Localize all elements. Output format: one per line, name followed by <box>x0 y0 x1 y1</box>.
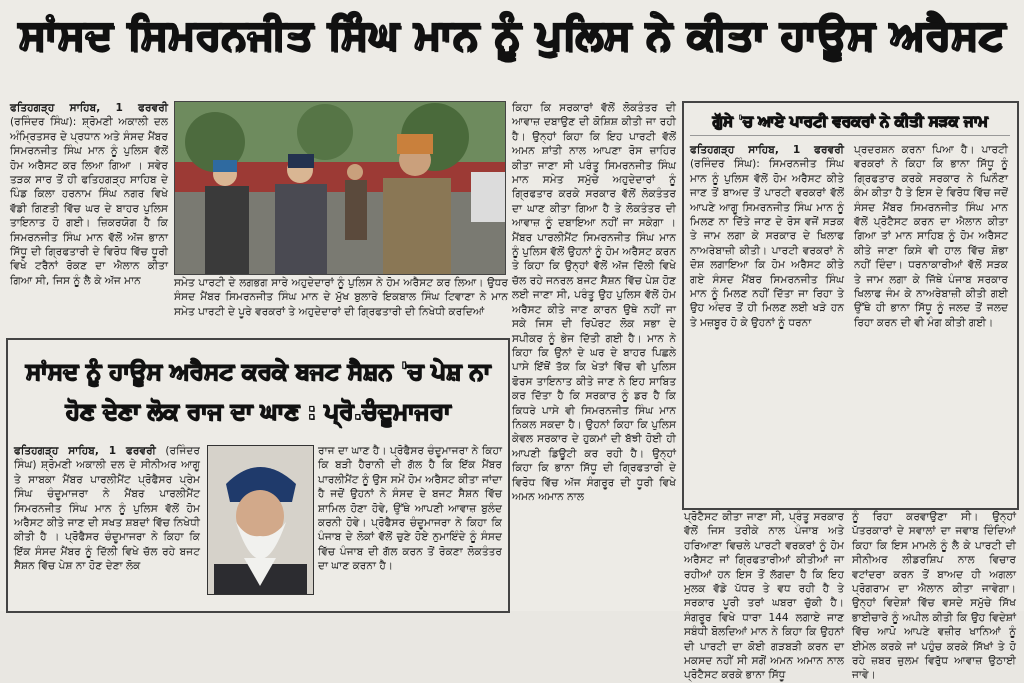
side-reporter: (ਰਜਿੰਦਰ ਸਿੰਘ): <box>690 158 760 171</box>
side-dateline: ਫਤਿਹਗੜ੍ਹ ਸਾਹਿਬ, 1 ਫਰਵਰੀ <box>690 144 844 156</box>
second-text-1: ਸ਼੍ਰੋਮਣੀ ਅਕਾਲੀ ਦਲ ਦੇ ਸੀਨੀਅਰ ਆਗੂ ਤੇ ਸਾਬਕਾ ਮੈਂਬਰ ਪਾਰਲੀਮੈਂਟ ਪ੍ਰੋਫੈਸਰ ਪ੍ਰੇਮ ਸਿੰਘ ਚੰਦੂਮਾਜਰਾ ਨੇ ਮੈਂਬਰ ਪਾਰਲੀਮੈਂਟ ਸਿਮਰਨਜੀਤ ਸਿੰਘ ਮਾਨ ਨੂੰ ਪੁਲਿਸ ਵੱਲੋਂ ਹੋਮ ਅਰੈਸਟ ਕੀਤੇ ਜਾਣ ਦੀ ਸਖਤ ਸ਼ਬਦਾਂ ਵਿੱਚ ਨਿਖੇਧੀ ਕੀਤੀ ਹੈ । ਪ੍ਰੋਫੈਸਰ ਚੰਦੂਮਾਜਰਾ ਨੇ ਕਿਹਾ ਕਿ ਇੱਕ ਸੰਸਦ ਮੈਂਬਰ ਨੂੰ ਦਿੱਲੀ ਵਿਖੇ ਚੱਲ ਰਹੇ ਬਜਟ ਸੈਸ਼ਨ ਵਿੱਚ ਪੇਸ਼ ਨਾ ਹੋਣ ਦੇਣਾ ਲੋਕ <box>14 459 200 573</box>
lead-dateline: ਫਤਿਹਗੜ੍ਹ ਸਾਹਿਬ, 1 ਫਰਵਰੀ <box>10 102 168 114</box>
second-reporter: (ਰਜਿੰਦਰ ਸਿੰਘ) <box>14 445 200 472</box>
portrait-image <box>208 446 313 594</box>
lead-photo-image <box>175 102 505 274</box>
second-story-column-2 <box>318 444 502 606</box>
main-headline: ਸਾਂਸਦ ਸਿਮਰਨਜੀਤ ਸਿੰਘ ਮਾਨ ਨੂੰ ਪੁਲਿਸ ਨੇ ਕੀਤਾ ਹਾਊਸ ਅਰੈਸਟ <box>18 12 1006 58</box>
side-story-box <box>682 101 1019 510</box>
side-text-1: ਸਿਮਰਨਜੀਤ ਸਿੰਘ ਮਾਨ ਨੂੰ ਪੁਲਿਸ ਵੱਲੋਂ ਹੋਮ ਅਰੈਸਟ ਕੀਤੇ ਜਾਣ ਤੋਂ ਬਾਅਦ ਤੋਂ ਪਾਰਟੀ ਵਰਕਰਾਂ ਵੱਲੋਂ ਆਪਣੇ ਆਗੂ ਸਿਮਰਨਜੀਤ ਸਿੰਘ ਮਾਨ ਨੂੰ ਮਿਲਣ ਨਾ ਦਿੱਤੇ ਜਾਣ ਦੇ ਰੋਸ ਵਜੋਂ ਸੜਕ ਤੇ ਜਾਮ ਲਗਾ ਕੇ ਸਰਕਾਰ ਦੇ ਖਿਲਾਫ ਨਾਅਰੇਬਾਜ਼ੀ ਕੀਤੀ। ਪਾਰਟੀ ਵਰਕਰਾਂ ਨੇ ਦੋਸ਼ ਲਗਾਇਆ ਕਿ ਹੋਮ ਅਰੈਸਟ ਕੀਤੇ ਗਏ ਸੰਸਦ ਮੈਂਬਰ ਸਿਮਰਨਜੀਤ ਸਿੰਘ ਮਾਨ ਨੂੰ ਮਿਲਣ ਨਹੀਂ ਦਿੱਤਾ ਜਾ ਰਿਹਾ ਤੇ ਉਹ ਅੰਦਰ ਤੋਂ ਹੀ ਮਿਲਣ ਲਈ ਖੜੇ ਹਨ ਤੇ ਮਜ਼ਬੂਰ ਹੋ ਕੇ ਉਹਨਾਂ ਨੂੰ ਧਰਨਾ <box>690 158 844 329</box>
side-story-column-1 <box>690 143 844 503</box>
side-story-headline: ਗੁੱਸੇ 'ਚ ਆਏ ਪਾਰਟੀ ਵਰਕਰਾਂ ਨੇ ਕੀਤੀ ਸੜਕ ਜਾਮ <box>690 109 1010 136</box>
lead-text-2: ਕਿਹਾ ਕਿ ਸਰਕਾਰਾਂ ਵੱਲੋਂ ਲੋਕਤੰਤਰ ਦੀ ਆਵਾਜ਼ ਦਬਾਉਣ ਦੀ ਕੋਸ਼ਿਸ਼ ਕੀਤੀ ਜਾ ਰਹੀ ਹੈ। ਉਨ੍ਹਾਂ ਕਿਹਾ ਕਿ ਇਹ ਪਾਰਟੀ ਵੱਲੋਂ ਅਮਨ ਸ਼ਾਂਤੀ ਨਾਲ ਆਪਣਾ ਰੋਸ ਜ਼ਾਹਿਰ ਕੀਤਾ ਜਾਣਾ ਸੀ ਪਰੰਤੂ ਸਿਮਰਨਜੀਤ ਸਿੰਘ ਮਾਨ ਸਮੇਤ ਸਮੁੱਚੇ ਅਹੁਦੇਦਾਰਾਂ ਨੂੰ ਗ੍ਰਿਫਤਾਰ ਕਰਕੇ ਸਰਕਾਰ ਵੱਲੋਂ ਲੋਕਤੰਤਰ ਦਾ ਘਾਣ ਕੀਤਾ ਗਿਆ ਹੈ ਤੇ ਲੋਕਤੰਤਰ ਦੀ ਆਵਾਜ਼ ਨੂੰ ਦਬਾਇਆ ਨਹੀਂ ਜਾ ਸਕੇਗਾ । ਮੈਂਬਰ ਪਾਰਲੀਮੈਂਟ ਸਿਮਰਨਜੀਤ ਸਿੰਘ ਮਾਨ ਨੂੰ ਪੁਲਿਸ ਵੱਲੋਂ ਉਹਨਾਂ ਨੂੰ ਹੋਮ ਅਰੈਸਟ ਕਰਨ ਤੇ ਕਿਹਾ ਕਿ ਉਨ੍ਹਾਂ ਵੱਲੋਂ ਅੱਜ ਦਿੱਲੀ ਵਿਖੇ ਚੱਲ ਰਹੇ ਜਨਰਲ ਬਜਟ ਸੈਸ਼ਨ ਵਿੱਚ ਪੇਸ਼ ਹੋਣ ਲਈ ਜਾਣਾ ਸੀ, ਪਰੰਤੂ ਉਹ ਪੁਲਿਸ ਵੱਲੋਂ ਹੋਮ ਅਰੈਸਟ ਕੀਤੇ ਜਾਣ ਕਾਰਨ ਉਥੇ ਨਹੀਂ ਜਾ ਸਕੇ ਜਿਸ ਦੀ ਰਿਪੋਰਟ ਲੋਕ ਸਭਾ ਦੇ ਸਪੀਕਰ ਨੂੰ ਭੇਜ ਦਿੱਤੀ ਗਈ ਹੈ। ਮਾਨ ਨੇ ਕਿਹਾ ਕਿ ਉਨਾਂ ਦੇ ਘਰ ਦੇ ਬਾਹਰ ਪਿਛਲੇ ਪਾਸੇ ਇੱਥੋਂ ਤੱਕ ਕਿ ਖੇਤਾਂ ਵਿੱਚ ਵੀ ਪੁਲਿਸ ਫੋਰਸ ਤਾਇਨਾਤ ਕੀਤੇ ਜਾਣ ਨੇ ਇਹ ਸਾਬਿਤ ਕਰ ਦਿੱਤਾ ਹੈ ਕਿ ਸਰਕਾਰ ਨੂੰ ਡਰ ਹੈ ਕਿ ਕਿਧਰੇ ਪਾਸੇ ਵੀ ਸਿਮਰਨਜੀਤ ਸਿੰਘ ਮਾਨ ਨਿਕਲ ਸਕਦਾ ਹੈ। ਉਹਨਾਂ ਕਿਹਾ ਕਿ ਪੁਲਿਸ ਕੇਵਲ ਸਰਕਾਰ ਦੇ ਹੁਕਮਾਂ ਦੀ ਬੱਝੀ ਹੋਈ ਹੀ ਆਪਣੀ ਡਿਊਟੀ ਕਰ ਰਹੀ ਹੈ। ਉਨ੍ਹਾਂ ਕਿਹਾ ਕਿ ਭਾਨਾ ਸਿੱਧੂ ਦੀ ਗ੍ਰਿਫਤਾਰੀ ਦੇ ਵਿਰੋਧ ਵਿੱਚ ਅੱਜ ਸੰਗਰੂਰ ਦੀ ਧੂਰੀ ਵਿਖੇ ਅਮਨ ਅਮਾਨ ਨਾਲ <box>512 102 676 503</box>
chandumajra-portrait <box>207 445 314 595</box>
lead-text-4: ਨੂੰ ਰਿਹਾ ਕਰਵਾਉਣਾ ਸੀ। ਉਨ੍ਹਾਂ ਪੱਤਰਕਾਰਾਂ ਦੇ ਸਵਾਲਾਂ ਦਾ ਜਵਾਬ ਦਿੰਦਿਆਂ ਕਿਹਾ ਕਿ ਇਸ ਮਾਮਲੇ ਨੂੰ ਲੈ ਕੇ ਪਾਰਟੀ ਦੀ ਸੀਨੀਅਰ ਲੀਡਰਸ਼ਿਪ ਨਾਲ ਵਿਚਾਰ ਵਟਾਂਦਰਾ ਕਰਨ ਤੋਂ ਬਾਅਦ ਹੀ ਅਗਲਾ ਪ੍ਰੋਗਰਾਮ ਦਾ ਐਲਾਨ ਕੀਤਾ ਜਾਵੇਗਾ। ਉਨ੍ਹਾਂ ਵਿਦੇਸ਼ਾਂ ਵਿੱਚ ਵਸਦੇ ਸਮੁੱਚੇ ਸਿੱਖ ਭਾਈਚਾਰੇ ਨੂੰ ਅਪੀਲ ਕੀਤੀ ਕਿ ਉਹ ਵਿਦੇਸ਼ਾਂ ਵਿੱਚ ਆਪੋ ਆਪਣੇ ਵਜ਼ੀਰ ਖਾਨਿਆਂ ਨੂੰ ਈਮੇਲ ਕਰਕੇ ਜਾਂ ਪਹੁੰਚ ਕਰਕੇ ਸਿੱਖਾਂ ਤੇ ਹੋ ਰਹੇ ਜ਼ਬਰ ਜ਼ੁਲਮ ਵਿਰੁੱਧ ਆਵਾਜ਼ ਉਠਾਈ ਜਾਵੇ। <box>852 511 1016 682</box>
lead-story-column-3 <box>684 510 844 682</box>
lead-text-3: ਪ੍ਰੋਟੈਸਟ ਕੀਤਾ ਜਾਣਾ ਸੀ, ਪ੍ਰੰਤੂ ਸਰਕਾਰ ਵੱਲੋਂ ਜਿਸ ਤਰੀਕੇ ਨਾਲ ਪੰਜਾਬ ਅਤੇ ਹਰਿਆਣਾ ਵਿਚਲੇ ਪਾਰਟੀ ਵਰਕਰਾਂ ਨੂੰ ਹੋਮ ਅਰੈਸਟ ਜਾਂ ਗ੍ਰਿਫਤਾਰੀਆਂ ਕੀਤੀਆਂ ਜਾ ਰਹੀਆਂ ਹਨ ਇਸ ਤੋਂ ਲੱਗਦਾ ਹੈ ਕਿ ਇਹ ਮੁਲਕ ਵੱਡੇ ਪੱਧਰ ਤੇ ਵਧ ਰਹੀ ਹੈ ਤੇ ਸਰਕਾਰ ਪੂਰੀ ਤਰਾਂ ਘਬਰਾ ਚੁੱਕੀ ਹੈ। ਸੰਗਰੂਰ ਵਿਖੇ ਧਾਰਾ 144 ਲਗਾਏ ਜਾਣ ਸਬੰਧੀ ਬੋਲਦਿਆਂ ਮਾਨ ਨੇ ਕਿਹਾ ਕਿ ਉਹਨਾਂ ਦੀ ਪਾਰਟੀ ਦਾ ਕੋਈ ਗੜਬੜੀ ਕਰਨ ਦਾ ਮਕਸਦ ਨਹੀਂ ਸੀ ਸਗੋਂ ਅਮਨ ਅਮਾਨ ਨਾਲ ਪ੍ਰੋਟੈਸਟ ਕਰਕੇ ਭਾਨਾ ਸਿੱਧੂ <box>684 511 844 682</box>
side-text-2: ਪ੍ਰਦਰਸ਼ਨ ਕਰਨਾ ਪਿਆ ਹੈ। ਪਾਰਟੀ ਵਰਕਰਾਂ ਨੇ ਕਿਹਾ ਕਿ ਭਾਨਾ ਸਿੱਧੂ ਨੂੰ ਗ੍ਰਿਫਤਾਰ ਕਰਕੇ ਸਰਕਾਰ ਨੇ ਘਿਨੌਣਾ ਕੰਮ ਕੀਤਾ ਹੈ ਤੇ ਇਸ ਦੇ ਵਿਰੋਧ ਵਿੱਚ ਜਦੋਂ ਸੰਸਦ ਮੈਂਬਰ ਸਿਮਰਨਜੀਤ ਸਿੰਘ ਮਾਨ ਵੱਲੋਂ ਪ੍ਰੋਟੈਸਟ ਕਰਨ ਦਾ ਐਲਾਨ ਕੀਤਾ ਗਿਆ ਤਾਂ ਮਾਨ ਸਾਹਿਬ ਨੂੰ ਹੋਮ ਅਰੈਸਟ ਕੀਤੇ ਜਾਣਾ ਕਿਸੇ ਵੀ ਹਾਲ ਵਿੱਚ ਸ਼ੋਭਾ ਨਹੀਂ ਦਿੰਦਾ। ਧਰਨਾਕਾਰੀਆਂ ਵੱਲੋਂ ਸੜਕ ਤੇ ਜਾਮ ਲਗਾ ਕੇ ਜਿੱਥੇ ਪੰਜਾਬ ਸਰਕਾਰ ਖਿਲਾਫ ਜੰਮ ਕੇ ਨਾਅਰੇਬਾਜ਼ੀ ਕੀਤੀ ਗਈ ਉੱਥੇ ਹੀ ਭਾਨਾ ਸਿੱਧੂ ਨੂੰ ਜਲਦ ਤੋਂ ਜਲਦ ਰਿਹਾ ਕਰਨ ਦੀ ਵੀ ਮੰਗ ਕੀਤੀ ਗਈ। <box>854 144 1008 329</box>
second-dateline: ਫਤਿਹਗੜ੍ਹ ਸਾਹਿਬ, 1 ਫਰਵਰੀ <box>14 445 156 457</box>
lead-photo-caption: ਸਮੇਤ ਪਾਰਟੀ ਦੇ ਲਗਭਗ ਸਾਰੇ ਅਹੁਦੇਦਾਰਾਂ ਨੂੰ ਪੁਲਿਸ ਨੇ ਹੋਮ ਅਰੈਸਟ ਕਰ ਲਿਆ। ਉਧਰ ਸੰਸਦ ਮੈਂਬਰ ਸਿਮਰਨਜੀਤ ਸਿੰਘ ਮਾਨ ਦੇ ਮੁੱਖ ਬੁਲਾਰੇ ਇਕਬਾਲ ਸਿੰਘ ਟਿਵਾਣਾ ਨੇ ਮਾਨ ਸਮੇਤ ਪਾਰਟੀ ਦੇ ਪੂਰੇ ਵਰਕਰਾਂ ਤੇ ਅਹੁਦੇਦਾਰਾਂ ਦੀ ਗ੍ਰਿਫਤਾਰੀ ਦੀ ਨਿਖੇਧੀ ਕਰਦਿਆਂ <box>174 277 508 318</box>
lead-reporter: (ਰਜਿੰਦਰ ਸਿੰਘ): <box>10 116 77 129</box>
lead-story-column-4 <box>852 510 1016 682</box>
second-story-column-1 <box>14 444 200 606</box>
second-text-2: ਰਾਜ ਦਾ ਘਾਣ ਹੈ। ਪ੍ਰੋਫੈਸਰ ਚੰਦੂਮਾਜਰਾ ਨੇ ਕਿਹਾ ਕਿ ਬੜੀ ਹੈਰਾਨੀ ਦੀ ਗੱਲ ਹੈ ਕਿ ਇੱਕ ਮੈਂਬਰ ਪਾਰਲੀਮੈਂਟ ਨੂੰ ਉਸ ਸਮੇਂ ਹੋਮ ਅਰੈਸਟ ਕੀਤਾ ਜਾਂਦਾ ਹੈ ਜਦੋਂ ਉਹਨਾਂ ਨੇ ਸੰਸਦ ਦੇ ਬਜਟ ਸੈਸ਼ਨ ਵਿੱਚ ਸ਼ਾਮਿਲ ਹੋਣਾ ਹੋਵੇ, ਉੱਥੇ ਆਪਣੀ ਆਵਾਜ਼ ਬੁਲੰਦ ਕਰਨੀ ਹੋਵੇ। ਪ੍ਰੋਫੈਸਰ ਚੰਦੂਮਾਜਰਾ ਨੇ ਕਿਹਾ ਕਿ ਪੰਜਾਬ ਦੇ ਲੋਕਾਂ ਵੱਲੋਂ ਚੁਣੇ ਹੋਏ ਨੁਮਾਇੰਦੇ ਨੂੰ ਸੰਸਦ ਵਿੱਚ ਪੰਜਾਬ ਦੀ ਗੱਲ ਕਰਨ ਤੋਂ ਰੋਕਣਾ ਲੋਕਤੰਤਰ ਦਾ ਘਾਣ ਕਰਨਾ ਹੈ। <box>318 445 502 573</box>
lead-story-column-1 <box>10 101 168 336</box>
lead-text-1: ਸ਼੍ਰੋਮਣੀ ਅਕਾਲੀ ਦਲ ਅੰਮ੍ਰਿਤਸਰ ਦੇ ਪ੍ਰਧਾਨ ਅਤੇ ਸੰਸਦ ਮੈਂਬਰ ਸਿਮਰਨਜੀਤ ਸਿੰਘ ਮਾਨ ਨੂੰ ਪੁਲਿਸ ਵੱਲੋਂ ਹੋਮ ਅਰੈਸਟ ਕਰ ਲਿਆ ਗਿਆ । ਸਵੇਰ ਤੜਕ ਸਾਰ ਤੋਂ ਹੀ ਫਤਿਹਗੜ੍ਹ ਸਾਹਿਬ ਦੇ ਪਿੰਡ ਕਿਲਾ ਹਰਨਾਮ ਸਿੰਘ ਨਗਰ ਵਿਖੇ ਵੱਡੀ ਗਿਣਤੀ ਵਿੱਚ ਘਰ ਦੇ ਬਾਹਰ ਪੁਲਿਸ ਤਾਇਨਾਤ ਹੋ ਗਈ। ਜ਼ਿਕਰਯੋਗ ਹੈ ਕਿ ਸਿਮਰਨਜੀਤ ਸਿੰਘ ਮਾਨ ਵੱਲੋਂ ਅੱਜ ਭਾਨਾ ਸਿੱਧੂ ਦੀ ਗ੍ਰਿਫਤਾਰੀ ਦੇ ਵਿਰੋਧ ਵਿੱਚ ਧੂਰੀ ਵਿਖੇ ਟਰੈਨਾਂ ਰੋਕਣ ਦਾ ਐਲਾਨ ਕੀਤਾ ਗਿਆ ਸੀ, ਜਿਸ ਨੂੰ ਲੈ ਕੇ ਅੱਜ ਮਾਨ <box>10 116 169 287</box>
second-story-headline: ਸਾਂਸਦ ਨੂੰ ਹਾਊਸ ਅਰੈਸਟ ਕਰਕੇ ਬਜਟ ਸੈਸ਼ਨ 'ਚ ਪੇਸ਼ ਨਾ ਹੋਣ ਦੇਣਾ ਲੋਕ ਰਾਜ ਦਾ ਘਾਣ : ਪ੍ਰੋ.ਚੰਦੂਮਾਜਰਾ <box>25 359 491 425</box>
side-story-column-2 <box>854 143 1008 503</box>
lead-photo <box>174 101 506 275</box>
lead-story-column-2 <box>512 101 676 607</box>
